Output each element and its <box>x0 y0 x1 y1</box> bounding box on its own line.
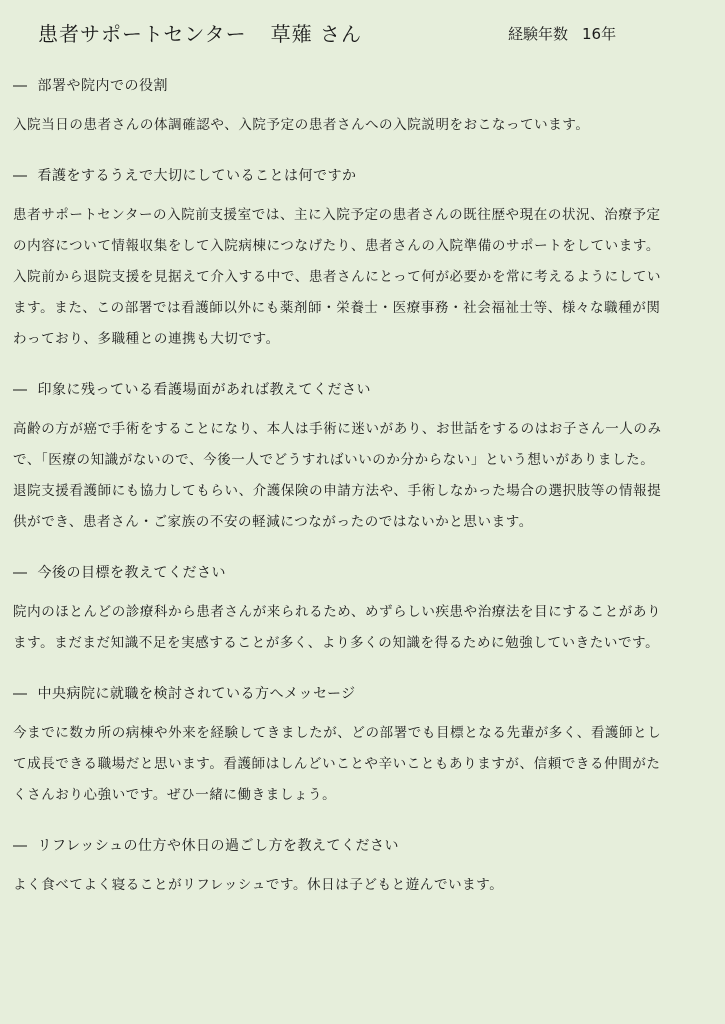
dash-mark: ― <box>13 168 28 184</box>
answer-line: で、「医療の知識がないので、今後一人でどうすればいいのか分からない」という想いがありました。 <box>13 452 655 468</box>
answer-text <box>13 597 715 659</box>
experience-info <box>508 23 616 44</box>
answer-text <box>13 110 715 141</box>
question-text: 部署や院内での役割 <box>37 78 168 94</box>
question-heading <box>13 836 715 856</box>
question-heading <box>13 166 715 186</box>
experience-years: 16年 <box>582 25 617 43</box>
department-name: 患者サポートセンター <box>38 22 247 46</box>
answer-line: 入院当日の患者さんの体調確認や、入院予定の患者さんへの入院説明をおこなっています。 <box>13 117 590 133</box>
answer-text <box>13 200 715 355</box>
interview-content <box>13 76 715 926</box>
answer-line: 患者サポートセンターの入院前支援室では、主に入院予定の患者さんの既往歴や現在の状況、治療予定 <box>13 207 661 223</box>
answer-line: くさんおり心強いです。ぜひ一緒に働きましょう。 <box>13 787 337 803</box>
answer-text <box>13 414 715 538</box>
answer-line: 高齢の方が癌で手術をすることになり、本人は手術に迷いがあり、お世話をするのはお子さん一人のみ <box>13 421 662 437</box>
question-heading <box>13 563 715 583</box>
answer-text <box>13 870 715 901</box>
question-text: リフレッシュの仕方や休日の過ごし方を教えてください <box>37 838 400 854</box>
dash-mark: ― <box>13 382 28 398</box>
question-text: 今後の目標を教えてください <box>37 565 226 581</box>
answer-line: わっており、多職種との連携も大切です。 <box>13 331 280 347</box>
question-text: 中央病院に就職を検討されている方へメッセージ <box>37 686 356 702</box>
answer-line: よく食べてよく寝ることがリフレッシュです。休日は子どもと遊んでいます。 <box>13 877 504 893</box>
answer-line: ます。まだまだ知識不足を実感することが多く、より多くの知識を得るために勉強していきたいです。 <box>13 635 660 651</box>
dash-mark: ― <box>13 78 28 94</box>
question-heading <box>13 380 715 400</box>
answer-line: ます。また、この部署では看護師以外にも薬剤師・栄養士・医療事務・社会福祉士等、様々な職種が関 <box>13 300 661 316</box>
question-text: 印象に残っている看護場面があれば教えてください <box>37 382 371 398</box>
staff-name: 草薙 さん <box>270 22 362 46</box>
answer-line: 今までに数カ所の病棟や外来を経験してきましたが、どの部署でも目標となる先輩が多く、看護師とし <box>13 725 662 741</box>
answer-line: 退院支援看護師にも協力してもらい、介護保険の申請方法や、手術しなかった場合の選択肢等の情報提 <box>13 483 662 499</box>
section-goals <box>13 563 715 659</box>
dash-mark: ― <box>13 838 28 854</box>
answer-line: の内容について情報収集をして入院病棟につなげたり、患者さんの入院準備のサポートをしています。 <box>13 238 660 254</box>
section-memorable-scene <box>13 380 715 538</box>
dash-mark: ― <box>13 686 28 702</box>
page-header <box>38 18 698 50</box>
section-message <box>13 684 715 811</box>
answer-line: て成長できる職場だと思います。看護師はしんどいことや辛いこともありますが、信頼できる仲間がた <box>13 756 661 772</box>
answer-line: 入院前から退院支援を見据えて介入する中で、患者さんにとって何が必要かを常に考えるようにしてい <box>13 269 662 285</box>
page-title <box>38 18 362 47</box>
question-heading <box>13 76 715 96</box>
answer-text <box>13 718 715 811</box>
answer-line: 院内のほとんどの診療科から患者さんが来られるため、めずらしい疾患や治療法を目にすることがあり <box>13 604 662 620</box>
answer-line: 供ができ、患者さん・ご家族の不安の軽減につながったのではないかと思います。 <box>13 514 533 530</box>
question-text: 看護をするうえで大切にしていることは何ですか <box>37 168 357 184</box>
dash-mark: ― <box>13 565 28 581</box>
section-nursing-values <box>13 166 715 355</box>
section-refresh <box>13 836 715 901</box>
section-role <box>13 76 715 141</box>
question-heading <box>13 684 715 704</box>
experience-label: 経験年数 <box>508 25 569 43</box>
